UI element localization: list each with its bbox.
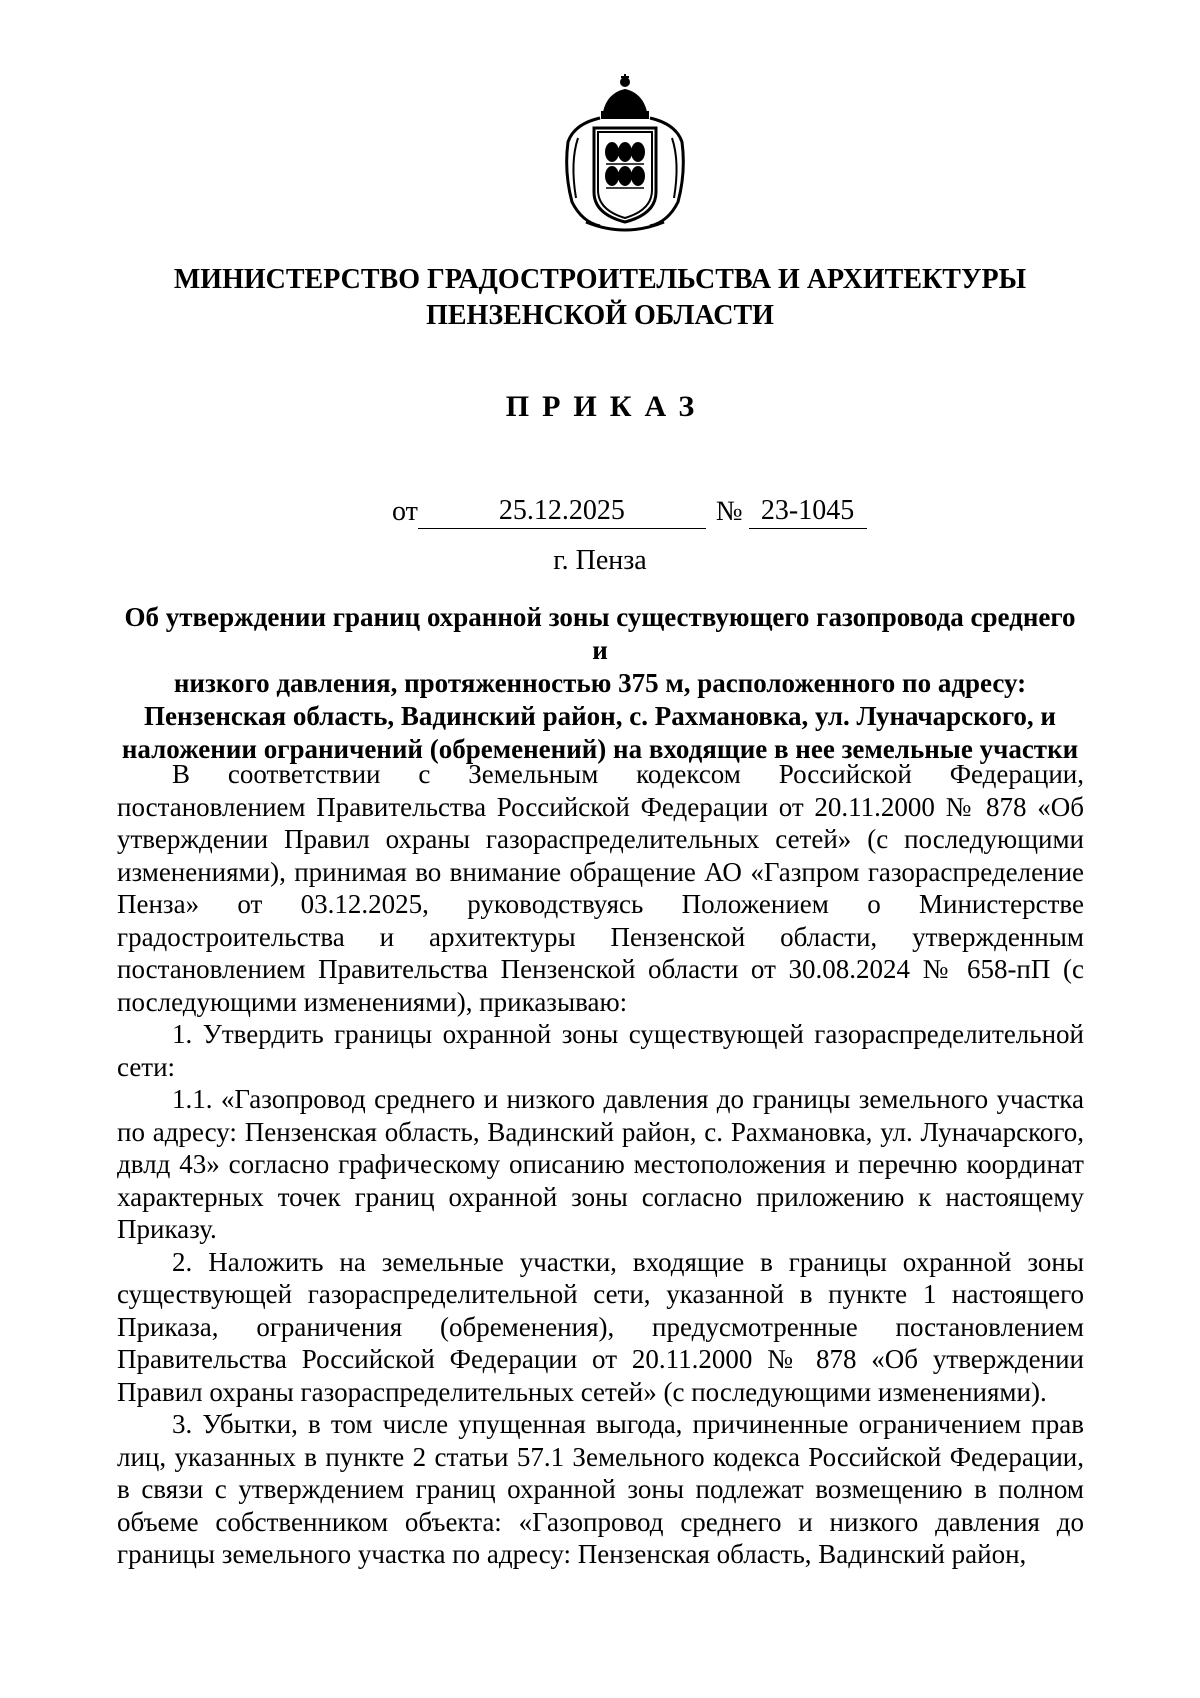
- document-subject: [118, 601, 1082, 766]
- subject-line-2: низкого давления, протяженностью 375 м, расположенного по адресу:: [173, 668, 1027, 698]
- subject-line-3: Пензенская область, Вадинский район, с. Рахмановка, ул. Луначарского, и: [143, 701, 1056, 731]
- document-type-title: ПРИКАЗ: [505, 390, 708, 423]
- item-1-paragraph: 1. Утвердить границы охранной зоны существующей газораспределительной сети:: [117, 1019, 1084, 1082]
- date-prefix: от: [392, 496, 418, 527]
- city-line: г. Пенза: [553, 545, 647, 576]
- document-date: 25.12.2025: [418, 494, 706, 529]
- item-3-paragraph: 3. Убытки, в том числе упущенная выгода, причиненные ограничением прав лиц, указанных в пункте 2 статьи 57.1 Земельного кодекса Российской Федерации, в связи с утверждением границ охранной зоны подлежат возмещению в полном объеме собственником объекта: «Газопровод среднего и низкого давления до границы земельного участка по адресу: Пензенская область, Вадинский район,: [117, 1409, 1084, 1569]
- item-2-paragraph: 2. Наложить на земельные участки, входящие в границы охранной зоны существующей газораспределительной сети, указанной в пункте 1 настоящего Приказа, ограничения (обременения), предусмотренные постановлением Правительства Российской Федерации от 20.11.2000 № 878 «Об утверждении Правил охраны газораспределительных сетей» (с последующими изменениями).: [117, 1246, 1084, 1407]
- date-number-line: [392, 494, 867, 529]
- number-sign: №: [715, 496, 743, 527]
- ministry-line-2: ПЕНЗЕНСКОЙ ОБЛАСТИ: [426, 300, 774, 331]
- coat-of-arms-emblem: [560, 72, 690, 232]
- preamble-paragraph: В соответствии с Земельным кодексом Российской Федерации, постановлением Правительства Российской Федерации от 20.11.2000 № 878 «Об утверждении Правил охраны газораспределительных сетей» (с последующими изменениями), принимая во внимание обращение АО «Газпром газораспределение Пенза» от 03.12.2025, руководствуясь Положением о Министерстве градостроительства и архитектуры Пензенской области, утвержденным постановлением Правительства Пензенской области от 30.08.2024 № 658-пП (с последующими изменениями), приказываю:: [117, 759, 1084, 1017]
- ministry-name: [130, 262, 1070, 334]
- subject-line-1: Об утверждении границ охранной зоны существующего газопровода среднего и: [124, 602, 1076, 665]
- item-1-1-paragraph: 1.1. «Газопровод среднего и низкого давления до границы земельного участка по адресу: Пензенская область, Вадинский район, с. Рахмановка, ул. Луначарского, двлд 43» согласно графическому описанию местоположения и перечню координат характерных точек границ охранной зоны согласно приложению к настоящему Приказу.: [117, 1084, 1084, 1244]
- document-body: [117, 758, 1084, 1571]
- ministry-line-1: МИНИСТЕРСТВО ГРАДОСТРОИТЕЛЬСТВА И АРХИТЕКТУРЫ: [173, 264, 1027, 295]
- document-number: 23-1045: [749, 494, 867, 529]
- subject-line-4: наложении ограничений (обременений) на входящие в нее земельные участки: [121, 734, 1079, 764]
